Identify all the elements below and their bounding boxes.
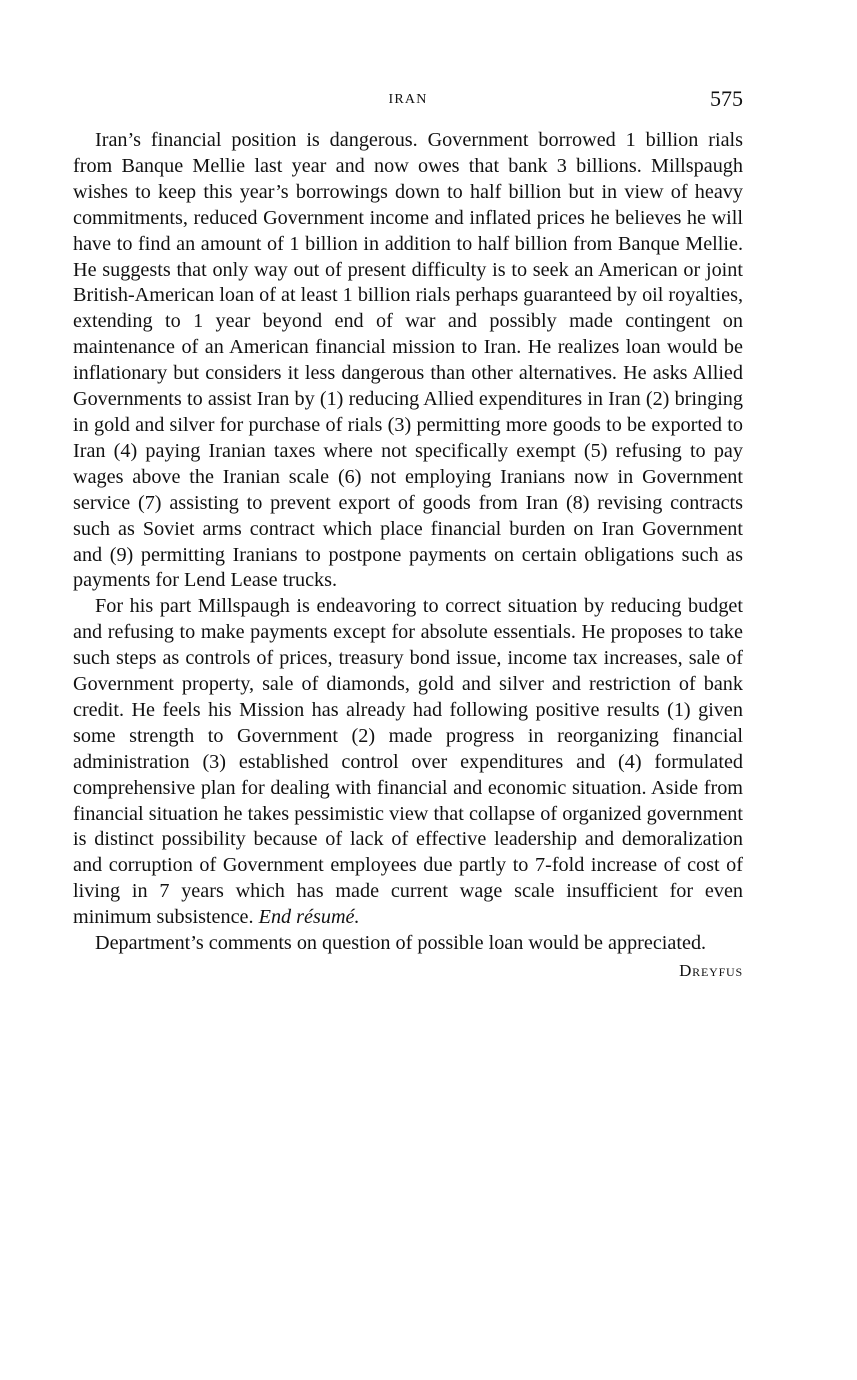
body-text [73, 128, 743, 957]
document-page [73, 86, 743, 981]
paragraph-text: Iran’s financial position is dangerous. Government borrowed 1 billion rials from Banque Mellie last year and now owes that bank 3 billions. Millspaugh wishes to keep this year’s borrowings down to half billion but in view of heavy commitments, reduced Government income and inflated prices he believes he will have to find an amount of 1 billion in addition to half billion from Banque Mellie. He suggests that only way out of present difficulty is to seek an American or joint British-American loan of at least 1 billion rials perhaps guaranteed by oil royalties, extending to 1 year beyond end of war and possibly made contingent on maintenance of an American financial mission to Iran. He realizes loan would be inflationary but considers it less dangerous than other alternatives. He asks Allied Governments to assist Iran by (1) reducing Allied expenditures in Iran (2) bringing in gold and silver for purchase of rials (3) permitting more goods to be exported to Iran (4) paying Iranian taxes where not specifically exempt (5) refusing to pay wages above the Iranian scale (6) not employing Iranians now in Government service (7) assisting to prevent export of goods from Iran (8) revising contracts such as Soviet arms contract which place financial burden on Iran Government and (9) permitting Iranians to postpone payments on certain obligations such as payments for Lend Lease trucks. [73, 129, 743, 592]
end-resume-note: End résumé. [258, 906, 360, 929]
paragraph-text: For his part Millspaugh is endeavoring to correct situation by reducing budget and refusing to make payments except for absolute essentials. He proposes to take such steps as controls of prices, treasury bond issue, income tax increases, sale of Government property, sale of diamonds, gold and silver and restriction of bank credit. He feels his Mission has already had following positive results (1) given some strength to Government (2) made progress in reorganizing financial administration (3) established control over expenditures and (4) formulated comprehensive plan for dealing with financial and economic situation. Aside from financial situation he takes pessimistic view that collapse of organized government is distinct possibility because of lack of effective leadership and demoralization and corruption of Government employees due partly to 7-fold increase of cost of living in 7 years which has made current wage scale insufficient for even minimum subsistence. [73, 595, 743, 929]
running-head [73, 86, 743, 116]
running-title: IRAN [388, 92, 428, 107]
paragraph-text: Department’s comments on question of possible loan would be appreciated. [95, 932, 707, 955]
page-number: 575 [710, 86, 743, 111]
paragraph-financial-position [73, 128, 743, 594]
paragraph-millspaugh-measures [73, 594, 743, 931]
paragraph-department-comments [73, 931, 743, 957]
signature: Dreyfus [679, 961, 743, 980]
